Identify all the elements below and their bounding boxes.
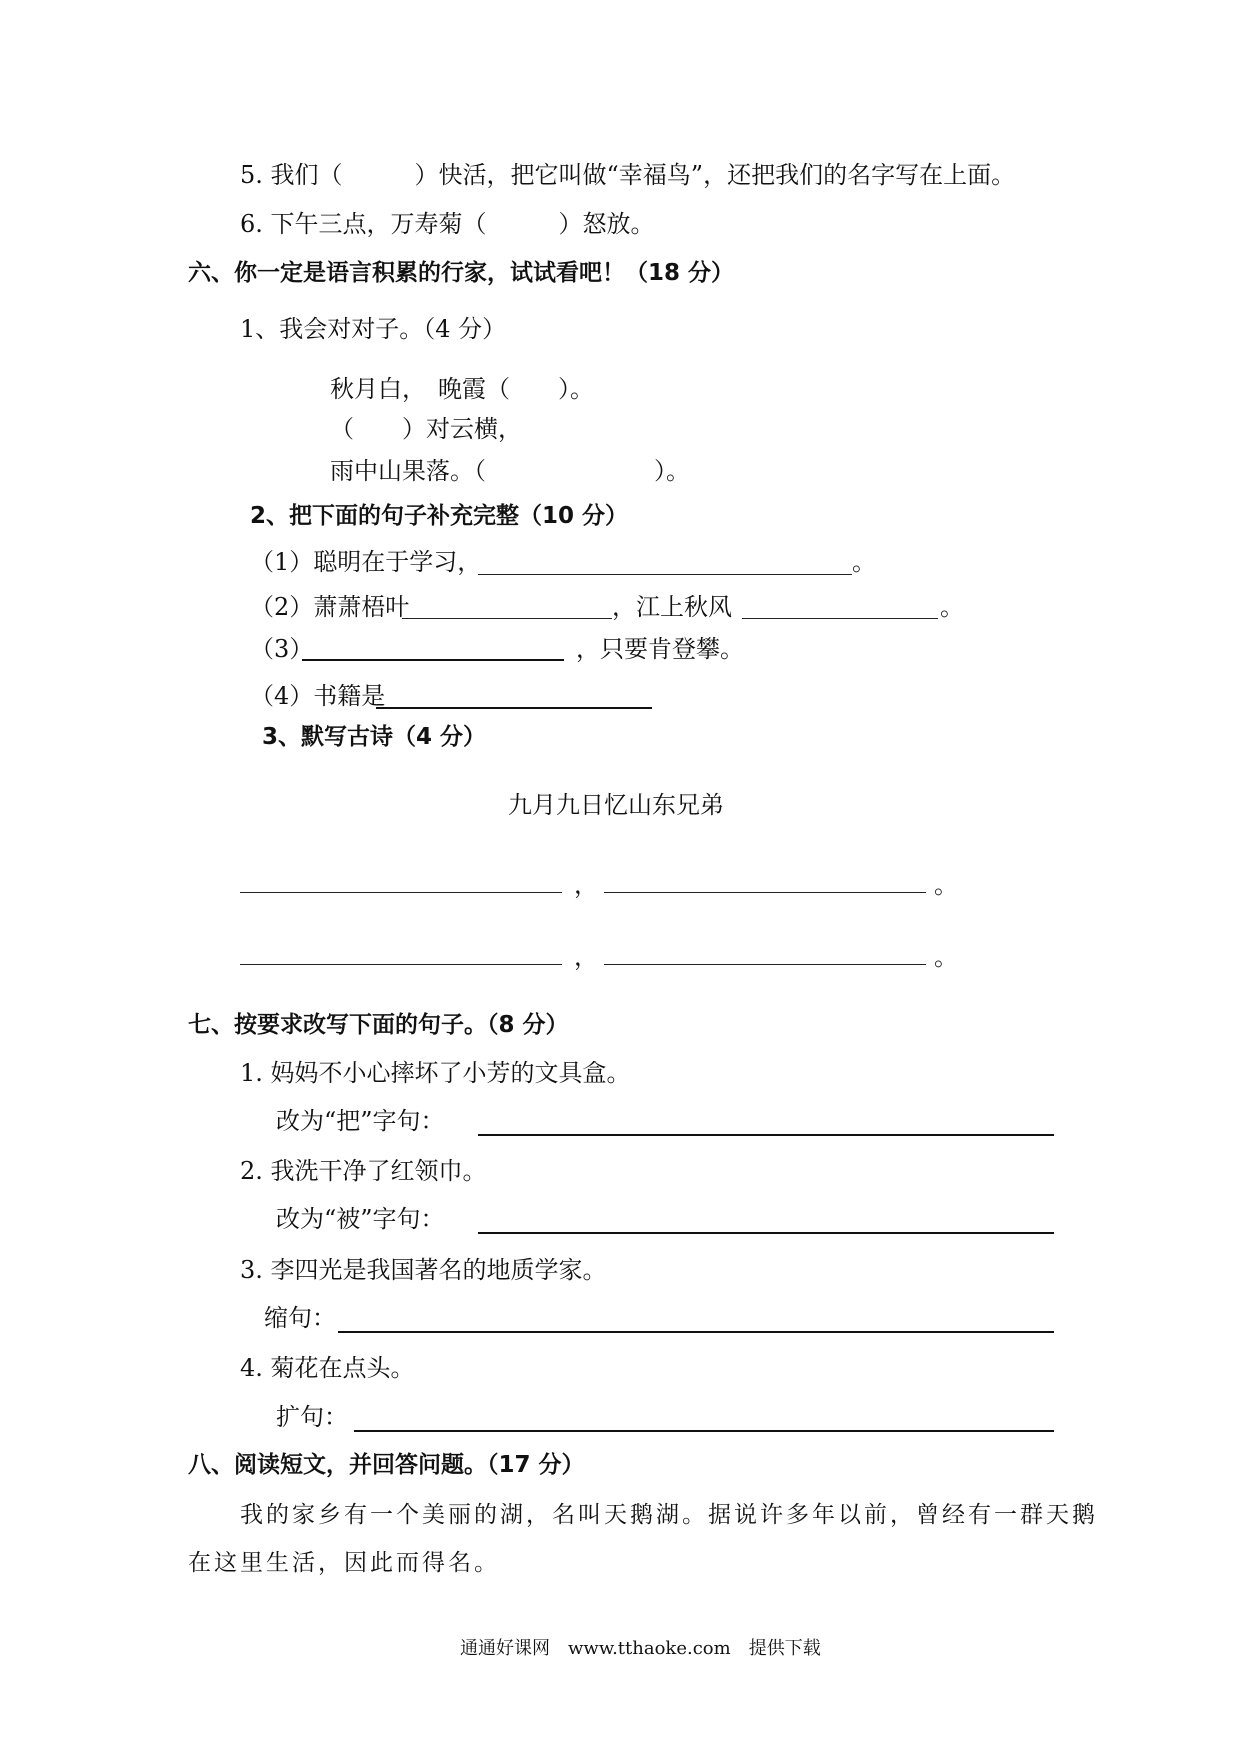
poem-period-2: 。: [934, 943, 958, 971]
question-5: 5. 我们（ ）快活，把它叫做“幸福鸟”，还把我们的名字写在上面。: [240, 161, 1016, 189]
reading-paragraph-line-1: 我的家乡有一个美丽的湖，名叫天鹅湖。据说许多年以前，曾经有一群天鹅: [240, 1502, 1098, 1528]
poem-line-1a-blank[interactable]: [240, 892, 562, 893]
sentence-4-blank[interactable]: [376, 707, 652, 709]
sentence-4-prefix: （4）书籍是: [250, 682, 386, 710]
rewrite-question-4: 4. 菊花在点头。: [240, 1354, 415, 1382]
sentence-2-prefix: （2）萧萧梧叶: [250, 593, 410, 621]
poem-period-1: 。: [934, 871, 958, 899]
rewrite-1-answer-line[interactable]: [478, 1134, 1054, 1136]
sentence-1-blank[interactable]: [478, 574, 852, 575]
rewrite-question-2: 2. 我洗干净了红领巾。: [240, 1157, 487, 1185]
couplet-line-2: （ ）对云横，: [330, 415, 522, 443]
poem-comma-2: ，: [574, 943, 598, 971]
poem-line-2b-blank[interactable]: [604, 964, 926, 965]
rewrite-4-answer-line[interactable]: [354, 1430, 1054, 1432]
poem-comma-1: ，: [574, 871, 598, 899]
poem-title: 九月九日忆山东兄弟: [508, 791, 724, 819]
section-8-heading: 八、阅读短文，并回答问题。（17 分）: [188, 1452, 585, 1478]
rewrite-3-label: 缩句：: [264, 1304, 336, 1332]
sentence-1-prefix: （1）聪明在于学习，: [250, 548, 482, 576]
reading-paragraph-line-2: 在这里生活，因此而得名。: [188, 1550, 500, 1576]
question-6: 6. 下午三点，万寿菊（ ）怒放。: [240, 210, 655, 238]
sentence-3-prefix: （3）: [250, 635, 314, 663]
rewrite-3-answer-line[interactable]: [338, 1331, 1054, 1333]
sentence-2-suffix: 。: [940, 593, 964, 621]
couplet-line-1: 秋月白， 晚霞（ ）。: [330, 375, 594, 403]
rewrite-question-1: 1. 妈妈不小心摔坏了小芳的文具盒。: [240, 1059, 631, 1087]
couplet-line-3: 雨中山果落。（ ）。: [330, 457, 690, 485]
poem-section-title: 3、默写古诗（4 分）: [262, 724, 487, 750]
page-footer: 通通好课网 www.tthaoke.com 提供下载: [460, 1638, 821, 1659]
couplet-title: 1、我会对对子。（4 分）: [240, 315, 507, 343]
sentence-2-mid: ，江上秋风: [612, 593, 732, 621]
rewrite-2-label: 改为“被”字句：: [276, 1205, 445, 1233]
rewrite-1-label: 改为“把”字句：: [276, 1107, 445, 1135]
section-7-heading: 七、按要求改写下面的句子。（8 分）: [188, 1012, 569, 1038]
rewrite-question-3: 3. 李四光是我国著名的地质学家。: [240, 1256, 607, 1284]
sentence-2-blank-a[interactable]: [402, 618, 612, 619]
sentence-3-blank[interactable]: [302, 659, 564, 661]
section-6-heading: 六、你一定是语言积累的行家，试试看吧！（18 分）: [188, 260, 735, 286]
poem-line-1b-blank[interactable]: [604, 892, 926, 893]
sentence-1-suffix: 。: [852, 548, 876, 576]
rewrite-2-answer-line[interactable]: [478, 1232, 1054, 1234]
sentence-2-blank-b[interactable]: [742, 618, 938, 619]
rewrite-4-label: 扩句：: [276, 1403, 348, 1431]
poem-line-2a-blank[interactable]: [240, 964, 562, 965]
sentence-3-suffix: ，只要肯登攀。: [576, 635, 744, 663]
complete-sentences-title: 2、把下面的句子补充完整（10 分）: [250, 503, 629, 529]
